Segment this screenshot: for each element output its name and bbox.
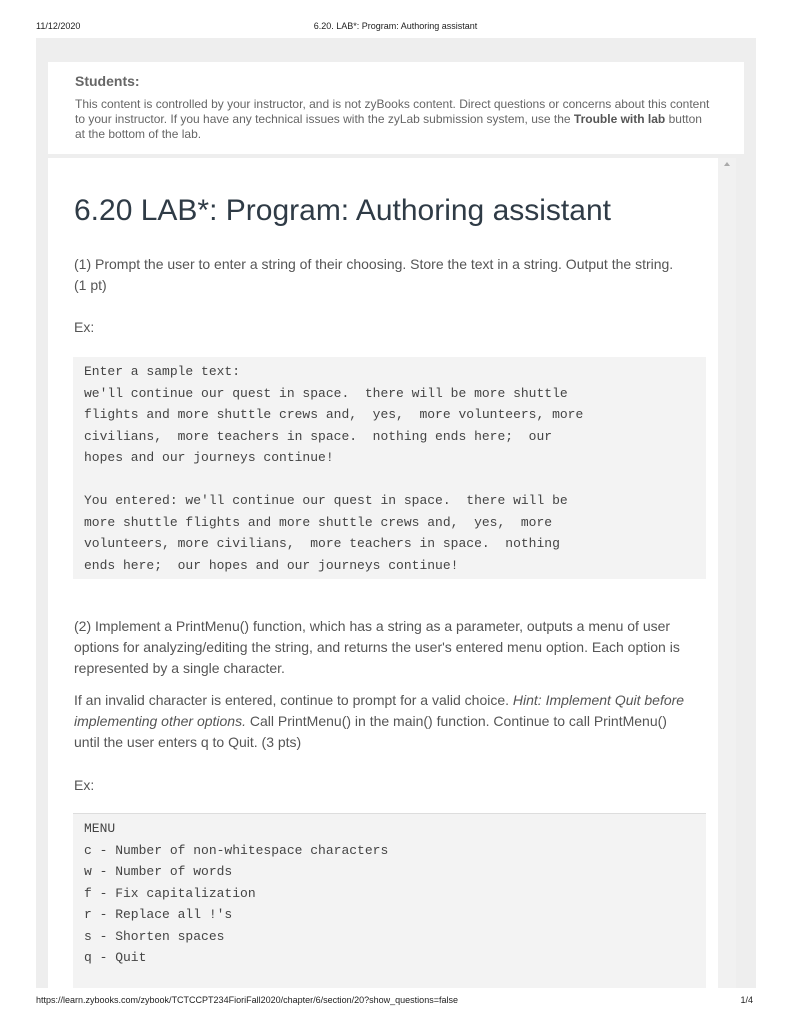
- print-page-number: 1/4: [740, 995, 753, 1005]
- part2-details: [74, 690, 689, 753]
- menu-line: w - Number of words: [84, 864, 233, 879]
- example1-label: Ex:: [74, 319, 95, 335]
- example1-line: hopes and our journeys continue!: [84, 450, 334, 465]
- print-date: 11/12/2020: [36, 21, 81, 31]
- example2-label: Ex:: [74, 777, 95, 793]
- menu-example-code: [73, 813, 706, 988]
- example1-line: we'll continue our quest in space. there will be more shuttle: [84, 385, 568, 401]
- menu-line: c - Number of non-whitespace characters: [84, 842, 389, 858]
- notice-heading: Students:: [75, 73, 140, 89]
- example1-line: volunteers, more civilians, more teachers in space. nothing: [84, 536, 560, 551]
- menu-line: f - Fix capitalization: [84, 885, 256, 901]
- part2-instructions: (2) Implement a PrintMenu() function, which has a string as a parameter, outputs a menu of user options for analyzing/editing the string, and returns the user's entered menu option. Each option is represented by a single character.: [74, 618, 680, 676]
- instructor-notice: [48, 62, 744, 154]
- example1-line: You entered: we'll continue our quest in space. there will be: [84, 493, 568, 508]
- part2-details-text-2: Call PrintMenu() in the main() function. Continue to call PrintMenu() until the user enters q to Quit. (3 pts): [74, 713, 667, 750]
- lab-content: [48, 158, 718, 988]
- menu-line: MENU: [84, 821, 116, 836]
- content-scrollbar[interactable]: [718, 158, 736, 988]
- example1-line: [84, 469, 695, 491]
- menu-line: q - Quit: [84, 950, 147, 965]
- lab-title: 6.20 LAB*: Program: Authoring assistant: [74, 194, 611, 227]
- example1-line: flights and more shuttle crews and, yes, more volunteers, more: [84, 407, 584, 422]
- part2-details-text-1: If an invalid character is entered, continue to prompt for a valid choice.: [74, 692, 513, 708]
- notice-text-2: button at the bottom of the lab.: [75, 112, 702, 141]
- menu-line: s - Shorten spaces: [84, 928, 225, 944]
- print-title: 6.20. LAB*: Program: Authoring assistant: [313, 21, 478, 31]
- notice-body: [75, 97, 715, 142]
- notice-bold-text: Trouble with lab: [573, 112, 666, 126]
- menu-line: r - Replace all !'s: [84, 907, 233, 922]
- example1-line: more shuttle flights and more shuttle crews and, yes, more: [84, 514, 553, 530]
- print-url: https://learn.zybooks.com/zybook/TCTCCPT234FioriFall2020/chapter/6/section/20?show_questions=false: [36, 995, 458, 1005]
- scroll-up-arrow-icon[interactable]: [724, 162, 730, 166]
- part2-hint: Hint: Implement Quit before implementing other options.: [74, 692, 685, 729]
- example1-code: [73, 357, 706, 579]
- example1-line: civilians, more teachers in space. nothing ends here; our: [84, 428, 553, 444]
- example1-line: Enter a sample text:: [84, 364, 241, 379]
- part1-instructions: (1) Prompt the user to enter a string of their choosing. Store the text in a string. Output the string. (1 pt): [74, 256, 674, 293]
- example1-line: ends here; our hopes and our journeys continue!: [84, 557, 459, 573]
- notice-text-1: This content is controlled by your instructor, and is not zyBooks content. Direct questions or concerns about this content to your instructor. If you have any technical issues with the zyLab submission system, use the: [75, 97, 710, 126]
